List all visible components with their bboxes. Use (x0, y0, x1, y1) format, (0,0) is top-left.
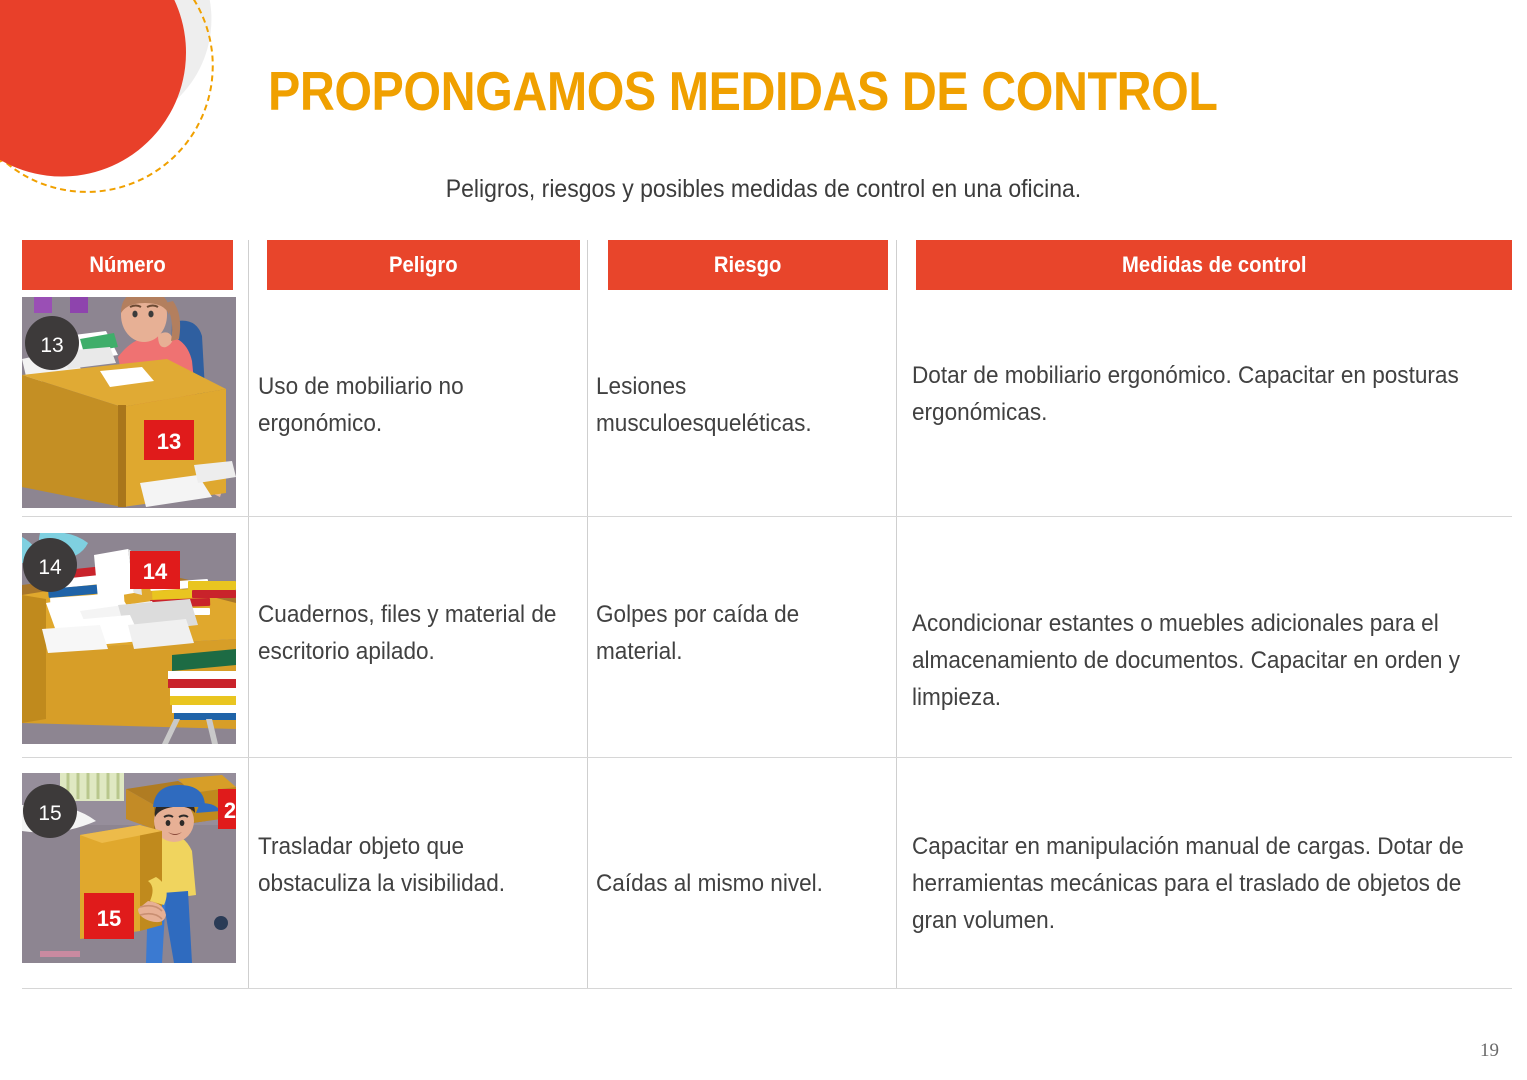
column-header-peligro: Peligro (267, 240, 580, 290)
row-divider-1 (22, 516, 1512, 517)
cell-peligro: Uso de mobiliario no ergonómico. (258, 373, 464, 437)
decorative-corner-shapes (0, 0, 300, 250)
column-header-numero: Número (22, 240, 233, 290)
svg-text:2: 2 (223, 798, 236, 823)
page-number: 19 (1480, 1040, 1499, 1061)
row-14-illustration (22, 533, 236, 744)
svg-text:15: 15 (96, 906, 122, 931)
row-divider-2 (22, 757, 1512, 758)
cell-riesgo: Lesiones musculoesqueléticas. (596, 373, 812, 437)
table-row (22, 533, 236, 744)
row-13-illustration (22, 297, 236, 508)
column-divider-2 (587, 240, 588, 988)
cell-peligro: Trasladar objeto que obstaculiza la visibilidad. (258, 833, 506, 897)
column-divider-3 (896, 240, 897, 988)
dashed-outline-shape (0, 0, 265, 244)
svg-text:13: 13 (40, 334, 64, 357)
table-row (22, 297, 236, 508)
cell-medidas: Dotar de mobiliario ergonómico. Capacitar en posturas ergonómicas. (912, 362, 1459, 426)
column-divider-1 (248, 240, 249, 988)
svg-text:13: 13 (156, 429, 182, 454)
page-subtitle: Peligros, riesgos y posibles medidas de control en una oficina. (445, 175, 1082, 203)
gray-blob-shape (0, 0, 256, 192)
cell-riesgo: Golpes por caída de material. (596, 601, 800, 665)
cell-riesgo: Caídas al mismo nivel. (596, 870, 823, 897)
column-header-riesgo: Riesgo (608, 240, 889, 290)
svg-text:14: 14 (142, 559, 168, 584)
cell-peligro: Cuadernos, files y material de escritorio apilado. (258, 601, 557, 665)
orange-blob-shape (0, 0, 109, 203)
svg-text:15: 15 (38, 802, 62, 825)
table-row (22, 773, 236, 963)
dark-red-blob-shape (0, 0, 144, 160)
row-15-illustration (22, 773, 236, 963)
cell-medidas: Acondicionar estantes o muebles adicionales para el almacenamiento de documentos. Capacitar en orden y limpieza. (912, 610, 1461, 711)
table-header-row (22, 240, 1512, 290)
page-title: PROPONGAMOS MEDIDAS DE CONTROL (268, 60, 1218, 122)
cell-medidas: Capacitar en manipulación manual de cargas. Dotar de herramientas mecánicas para el traslado de objetos de gran volumen. (912, 833, 1464, 934)
svg-text:14: 14 (38, 556, 62, 579)
column-header-medidas: Medidas de control (916, 240, 1512, 290)
hazards-table (22, 240, 1512, 290)
row-divider-3 (22, 988, 1512, 989)
